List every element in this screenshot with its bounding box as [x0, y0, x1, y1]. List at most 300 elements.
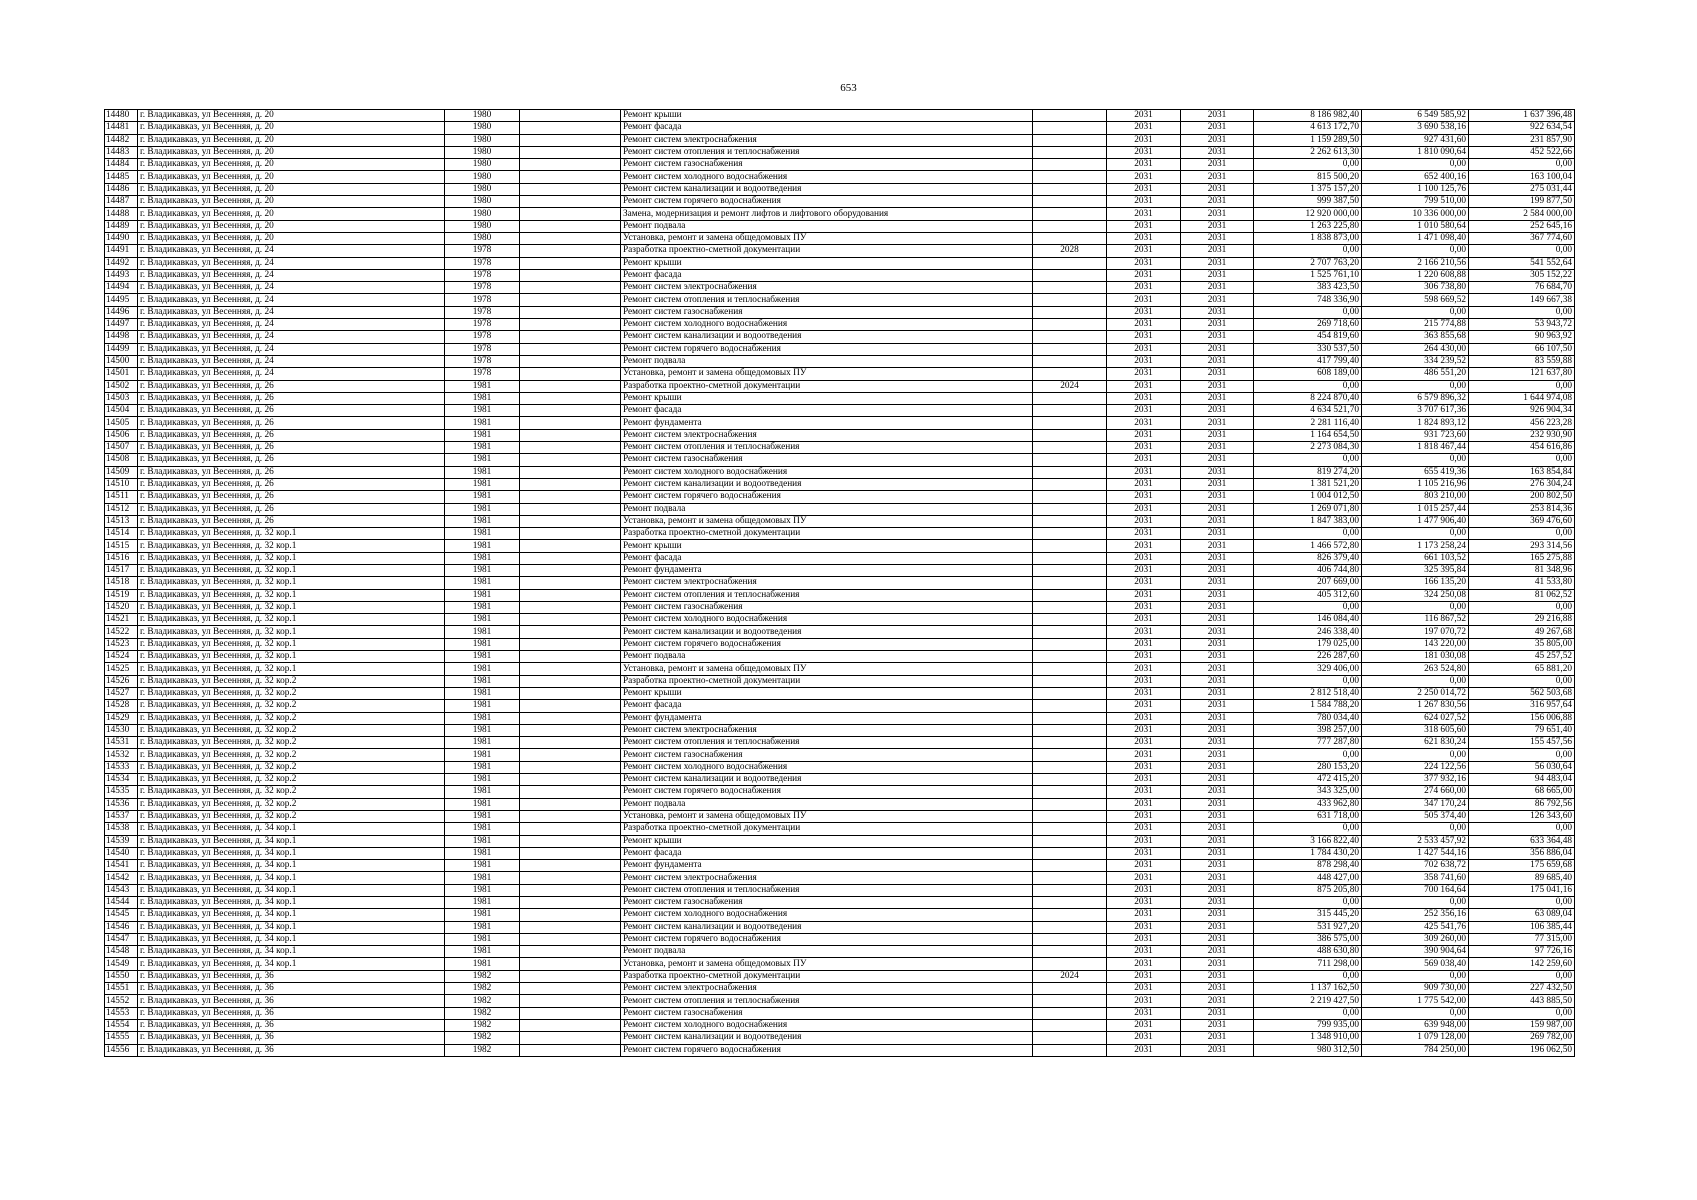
- total-cost-cell: 1 263 225,80: [1254, 220, 1362, 232]
- address-cell: г. Владикавказ, ул Весенняя, д. 32 кор.2: [138, 810, 445, 822]
- start-year-cell: 2031: [1107, 577, 1181, 589]
- start-year-cell: 2031: [1107, 343, 1181, 355]
- owner-cost-cell: 45 257,52: [1469, 651, 1575, 663]
- fund-cost-cell: 224 122,56: [1362, 761, 1469, 773]
- design-year-cell: [1033, 810, 1107, 822]
- total-cost-cell: 488 630,80: [1254, 946, 1362, 958]
- fund-cost-cell: 639 948,00: [1362, 1019, 1469, 1031]
- work-type-cell: Ремонт систем канализации и водоотведения: [621, 183, 1033, 195]
- design-year-cell: [1033, 220, 1107, 232]
- table-row: [105, 626, 1575, 638]
- empty-cell-cell: [520, 122, 621, 134]
- end-year-cell: 2031: [1181, 909, 1254, 921]
- total-cost-cell: 1 137 162,50: [1254, 983, 1362, 995]
- build-year-cell: 1978: [445, 306, 520, 318]
- row-number-cell: 14511: [105, 491, 138, 503]
- design-year-cell: [1033, 614, 1107, 626]
- row-number-cell: 14490: [105, 232, 138, 244]
- row-number-cell: 14512: [105, 503, 138, 515]
- end-year-cell: 2031: [1181, 159, 1254, 171]
- table-row: [105, 675, 1575, 687]
- total-cost-cell: 1 381 521,20: [1254, 478, 1362, 490]
- build-year-cell: 1981: [445, 491, 520, 503]
- fund-cost-cell: 0,00: [1362, 675, 1469, 687]
- table-row: [105, 577, 1575, 589]
- fund-cost-cell: 1 471 098,40: [1362, 232, 1469, 244]
- fund-cost-cell: 10 336 000,00: [1362, 208, 1469, 220]
- table-row: [105, 749, 1575, 761]
- end-year-cell: 2031: [1181, 946, 1254, 958]
- build-year-cell: 1981: [445, 749, 520, 761]
- end-year-cell: 2031: [1181, 823, 1254, 835]
- end-year-cell: 2031: [1181, 601, 1254, 613]
- fund-cost-cell: 486 551,20: [1362, 368, 1469, 380]
- start-year-cell: 2031: [1107, 503, 1181, 515]
- table-row: [105, 687, 1575, 699]
- end-year-cell: 2031: [1181, 392, 1254, 404]
- empty-cell-cell: [520, 552, 621, 564]
- start-year-cell: 2031: [1107, 294, 1181, 306]
- owner-cost-cell: 1 644 974,08: [1469, 392, 1575, 404]
- owner-cost-cell: 90 963,92: [1469, 331, 1575, 343]
- start-year-cell: 2031: [1107, 872, 1181, 884]
- table-row: [105, 921, 1575, 933]
- row-number-cell: 14521: [105, 614, 138, 626]
- capital-repair-table: [104, 109, 1575, 1057]
- row-number-cell: 14550: [105, 970, 138, 982]
- total-cost-cell: 1 584 788,20: [1254, 700, 1362, 712]
- work-type-cell: Ремонт систем холодного водоснабжения: [621, 761, 1033, 773]
- address-cell: г. Владикавказ, ул Весенняя, д. 24: [138, 331, 445, 343]
- end-year-cell: 2031: [1181, 860, 1254, 872]
- design-year-cell: [1033, 368, 1107, 380]
- table-row: [105, 405, 1575, 417]
- empty-cell-cell: [520, 601, 621, 613]
- total-cost-cell: 980 312,50: [1254, 1044, 1362, 1056]
- empty-cell-cell: [520, 282, 621, 294]
- total-cost-cell: 2 812 518,40: [1254, 687, 1362, 699]
- work-type-cell: Ремонт систем электроснабжения: [621, 282, 1033, 294]
- empty-cell-cell: [520, 909, 621, 921]
- work-type-cell: Ремонт систем канализации и водоотведения: [621, 626, 1033, 638]
- design-year-cell: [1033, 269, 1107, 281]
- row-number-cell: 14496: [105, 306, 138, 318]
- fund-cost-cell: 0,00: [1362, 823, 1469, 835]
- work-type-cell: Ремонт систем электроснабжения: [621, 134, 1033, 146]
- total-cost-cell: 2 219 427,50: [1254, 995, 1362, 1007]
- fund-cost-cell: 1 810 090,64: [1362, 146, 1469, 158]
- total-cost-cell: 1 375 157,20: [1254, 183, 1362, 195]
- design-year-cell: [1033, 749, 1107, 761]
- owner-cost-cell: 155 457,56: [1469, 737, 1575, 749]
- end-year-cell: 2031: [1181, 405, 1254, 417]
- fund-cost-cell: 197 070,72: [1362, 626, 1469, 638]
- address-cell: г. Владикавказ, ул Весенняя, д. 32 кор.1: [138, 638, 445, 650]
- table-row: [105, 774, 1575, 786]
- design-year-cell: [1033, 355, 1107, 367]
- address-cell: г. Владикавказ, ул Весенняя, д. 26: [138, 466, 445, 478]
- work-type-cell: Установка, ремонт и замена общедомовых ПУ: [621, 810, 1033, 822]
- work-type-cell: Ремонт систем канализации и водоотведения: [621, 921, 1033, 933]
- build-year-cell: 1981: [445, 564, 520, 576]
- address-cell: г. Владикавказ, ул Весенняя, д. 24: [138, 319, 445, 331]
- table-row: [105, 183, 1575, 195]
- row-number-cell: 14495: [105, 294, 138, 306]
- start-year-cell: 2031: [1107, 368, 1181, 380]
- address-cell: г. Владикавказ, ул Весенняя, д. 32 кор.1: [138, 564, 445, 576]
- work-type-cell: Ремонт крыши: [621, 257, 1033, 269]
- design-year-cell: [1033, 552, 1107, 564]
- owner-cost-cell: 275 031,44: [1469, 183, 1575, 195]
- work-type-cell: Ремонт систем электроснабжения: [621, 577, 1033, 589]
- start-year-cell: 2031: [1107, 122, 1181, 134]
- empty-cell-cell: [520, 835, 621, 847]
- start-year-cell: 2031: [1107, 282, 1181, 294]
- table-row: [105, 368, 1575, 380]
- work-type-cell: Ремонт систем газоснабжения: [621, 601, 1033, 613]
- fund-cost-cell: 799 510,00: [1362, 196, 1469, 208]
- row-number-cell: 14522: [105, 626, 138, 638]
- table-row: [105, 208, 1575, 220]
- build-year-cell: 1980: [445, 122, 520, 134]
- start-year-cell: 2031: [1107, 405, 1181, 417]
- end-year-cell: 2031: [1181, 528, 1254, 540]
- address-cell: г. Владикавказ, ул Весенняя, д. 36: [138, 970, 445, 982]
- design-year-cell: [1033, 663, 1107, 675]
- owner-cost-cell: 65 881,20: [1469, 663, 1575, 675]
- build-year-cell: 1981: [445, 528, 520, 540]
- total-cost-cell: 386 575,00: [1254, 933, 1362, 945]
- empty-cell-cell: [520, 232, 621, 244]
- owner-cost-cell: 0,00: [1469, 601, 1575, 613]
- row-number-cell: 14555: [105, 1032, 138, 1044]
- design-year-cell: [1033, 454, 1107, 466]
- address-cell: г. Владикавказ, ул Весенняя, д. 36: [138, 1007, 445, 1019]
- work-type-cell: Ремонт систем горячего водоснабжения: [621, 786, 1033, 798]
- design-year-cell: [1033, 884, 1107, 896]
- address-cell: г. Владикавказ, ул Весенняя, д. 36: [138, 995, 445, 1007]
- end-year-cell: 2031: [1181, 564, 1254, 576]
- work-type-cell: Ремонт фасада: [621, 405, 1033, 417]
- work-type-cell: Ремонт систем отопления и теплоснабжения: [621, 589, 1033, 601]
- end-year-cell: 2031: [1181, 331, 1254, 343]
- start-year-cell: 2031: [1107, 860, 1181, 872]
- table-row: [105, 810, 1575, 822]
- empty-cell-cell: [520, 847, 621, 859]
- end-year-cell: 2031: [1181, 429, 1254, 441]
- row-number-cell: 14542: [105, 872, 138, 884]
- empty-cell-cell: [520, 651, 621, 663]
- table-row: [105, 220, 1575, 232]
- total-cost-cell: 1 838 873,00: [1254, 232, 1362, 244]
- work-type-cell: Ремонт систем холодного водоснабжения: [621, 1019, 1033, 1031]
- empty-cell-cell: [520, 269, 621, 281]
- empty-cell-cell: [520, 355, 621, 367]
- total-cost-cell: 826 379,40: [1254, 552, 1362, 564]
- address-cell: г. Владикавказ, ул Весенняя, д. 20: [138, 220, 445, 232]
- work-type-cell: Ремонт фасада: [621, 847, 1033, 859]
- owner-cost-cell: 231 857,90: [1469, 134, 1575, 146]
- table-row: [105, 823, 1575, 835]
- empty-cell-cell: [520, 614, 621, 626]
- build-year-cell: 1981: [445, 417, 520, 429]
- table-row: [105, 417, 1575, 429]
- table-row: [105, 159, 1575, 171]
- end-year-cell: 2031: [1181, 970, 1254, 982]
- total-cost-cell: 0,00: [1254, 675, 1362, 687]
- row-number-cell: 14492: [105, 257, 138, 269]
- table-row: [105, 970, 1575, 982]
- design-year-cell: 2024: [1033, 380, 1107, 392]
- build-year-cell: 1981: [445, 835, 520, 847]
- start-year-cell: 2031: [1107, 1007, 1181, 1019]
- start-year-cell: 2031: [1107, 208, 1181, 220]
- start-year-cell: 2031: [1107, 700, 1181, 712]
- design-year-cell: [1033, 737, 1107, 749]
- empty-cell-cell: [520, 724, 621, 736]
- address-cell: г. Владикавказ, ул Весенняя, д. 24: [138, 257, 445, 269]
- owner-cost-cell: 922 634,54: [1469, 122, 1575, 134]
- total-cost-cell: 343 325,00: [1254, 786, 1362, 798]
- total-cost-cell: 329 406,00: [1254, 663, 1362, 675]
- table-row: [105, 319, 1575, 331]
- address-cell: г. Владикавказ, ул Весенняя, д. 20: [138, 146, 445, 158]
- owner-cost-cell: 0,00: [1469, 970, 1575, 982]
- start-year-cell: 2031: [1107, 183, 1181, 195]
- owner-cost-cell: 2 584 000,00: [1469, 208, 1575, 220]
- build-year-cell: 1981: [445, 466, 520, 478]
- start-year-cell: 2031: [1107, 651, 1181, 663]
- fund-cost-cell: 1 105 216,96: [1362, 478, 1469, 490]
- start-year-cell: 2031: [1107, 897, 1181, 909]
- start-year-cell: 2031: [1107, 946, 1181, 958]
- work-type-cell: Установка, ремонт и замена общедомовых ПУ: [621, 958, 1033, 970]
- empty-cell-cell: [520, 564, 621, 576]
- empty-cell-cell: [520, 134, 621, 146]
- total-cost-cell: 4 634 521,70: [1254, 405, 1362, 417]
- table-row: [105, 146, 1575, 158]
- total-cost-cell: 0,00: [1254, 245, 1362, 257]
- end-year-cell: 2031: [1181, 306, 1254, 318]
- owner-cost-cell: 165 275,88: [1469, 552, 1575, 564]
- design-year-cell: [1033, 638, 1107, 650]
- fund-cost-cell: 1 824 893,12: [1362, 417, 1469, 429]
- owner-cost-cell: 79 651,40: [1469, 724, 1575, 736]
- fund-cost-cell: 652 400,16: [1362, 171, 1469, 183]
- empty-cell-cell: [520, 171, 621, 183]
- end-year-cell: 2031: [1181, 712, 1254, 724]
- work-type-cell: Ремонт систем газоснабжения: [621, 897, 1033, 909]
- start-year-cell: 2031: [1107, 626, 1181, 638]
- table-row: [105, 663, 1575, 675]
- build-year-cell: 1981: [445, 897, 520, 909]
- table-row: [105, 786, 1575, 798]
- design-year-cell: [1033, 306, 1107, 318]
- build-year-cell: 1978: [445, 319, 520, 331]
- table-row: [105, 134, 1575, 146]
- row-number-cell: 14505: [105, 417, 138, 429]
- table-row: [105, 331, 1575, 343]
- address-cell: г. Владикавказ, ул Весенняя, д. 36: [138, 983, 445, 995]
- address-cell: г. Владикавказ, ул Весенняя, д. 34 кор.1: [138, 933, 445, 945]
- design-year-cell: [1033, 417, 1107, 429]
- total-cost-cell: 454 819,60: [1254, 331, 1362, 343]
- total-cost-cell: 1 004 012,50: [1254, 491, 1362, 503]
- design-year-cell: [1033, 823, 1107, 835]
- work-type-cell: Разработка проектно-сметной документации: [621, 823, 1033, 835]
- end-year-cell: 2031: [1181, 700, 1254, 712]
- build-year-cell: 1981: [445, 687, 520, 699]
- owner-cost-cell: 0,00: [1469, 245, 1575, 257]
- work-type-cell: Ремонт фундамента: [621, 564, 1033, 576]
- owner-cost-cell: 175 041,16: [1469, 884, 1575, 896]
- build-year-cell: 1981: [445, 392, 520, 404]
- fund-cost-cell: 702 638,72: [1362, 860, 1469, 872]
- address-cell: г. Владикавказ, ул Весенняя, д. 20: [138, 134, 445, 146]
- fund-cost-cell: 1 100 125,76: [1362, 183, 1469, 195]
- fund-cost-cell: 2 250 014,72: [1362, 687, 1469, 699]
- table-row: [105, 589, 1575, 601]
- empty-cell-cell: [520, 786, 621, 798]
- design-year-cell: [1033, 1044, 1107, 1056]
- empty-cell-cell: [520, 208, 621, 220]
- start-year-cell: 2031: [1107, 835, 1181, 847]
- work-type-cell: Ремонт систем канализации и водоотведения: [621, 1032, 1033, 1044]
- address-cell: г. Владикавказ, ул Весенняя, д. 34 кор.1: [138, 823, 445, 835]
- empty-cell-cell: [520, 540, 621, 552]
- build-year-cell: 1981: [445, 380, 520, 392]
- address-cell: г. Владикавказ, ул Весенняя, д. 34 кор.1: [138, 847, 445, 859]
- fund-cost-cell: 181 030,08: [1362, 651, 1469, 663]
- fund-cost-cell: 0,00: [1362, 601, 1469, 613]
- total-cost-cell: 1 159 289,50: [1254, 134, 1362, 146]
- design-year-cell: [1033, 319, 1107, 331]
- table-row: [105, 171, 1575, 183]
- fund-cost-cell: 0,00: [1362, 306, 1469, 318]
- total-cost-cell: 1 784 430,20: [1254, 847, 1362, 859]
- address-cell: г. Владикавказ, ул Весенняя, д. 34 кор.1: [138, 884, 445, 896]
- empty-cell-cell: [520, 712, 621, 724]
- table-row: [105, 564, 1575, 576]
- row-number-cell: 14517: [105, 564, 138, 576]
- empty-cell-cell: [520, 687, 621, 699]
- end-year-cell: 2031: [1181, 171, 1254, 183]
- design-year-cell: [1033, 491, 1107, 503]
- build-year-cell: 1981: [445, 515, 520, 527]
- row-number-cell: 14482: [105, 134, 138, 146]
- owner-cost-cell: 0,00: [1469, 897, 1575, 909]
- start-year-cell: 2031: [1107, 737, 1181, 749]
- start-year-cell: 2031: [1107, 847, 1181, 859]
- end-year-cell: 2031: [1181, 737, 1254, 749]
- row-number-cell: 14528: [105, 700, 138, 712]
- empty-cell-cell: [520, 897, 621, 909]
- design-year-cell: [1033, 540, 1107, 552]
- total-cost-cell: 405 312,60: [1254, 589, 1362, 601]
- work-type-cell: Ремонт систем горячего водоснабжения: [621, 491, 1033, 503]
- design-year-cell: [1033, 294, 1107, 306]
- owner-cost-cell: 142 259,60: [1469, 958, 1575, 970]
- design-year-cell: [1033, 183, 1107, 195]
- total-cost-cell: 269 718,60: [1254, 319, 1362, 331]
- start-year-cell: 2031: [1107, 749, 1181, 761]
- build-year-cell: 1981: [445, 663, 520, 675]
- end-year-cell: 2031: [1181, 1019, 1254, 1031]
- start-year-cell: 2031: [1107, 306, 1181, 318]
- fund-cost-cell: 569 038,40: [1362, 958, 1469, 970]
- empty-cell-cell: [520, 417, 621, 429]
- work-type-cell: Ремонт систем электроснабжения: [621, 429, 1033, 441]
- design-year-cell: [1033, 983, 1107, 995]
- address-cell: г. Владикавказ, ул Весенняя, д. 26: [138, 417, 445, 429]
- build-year-cell: 1981: [445, 675, 520, 687]
- end-year-cell: 2031: [1181, 933, 1254, 945]
- row-number-cell: 14533: [105, 761, 138, 773]
- fund-cost-cell: 0,00: [1362, 454, 1469, 466]
- owner-cost-cell: 232 930,90: [1469, 429, 1575, 441]
- build-year-cell: 1980: [445, 208, 520, 220]
- build-year-cell: 1978: [445, 282, 520, 294]
- start-year-cell: 2031: [1107, 1044, 1181, 1056]
- address-cell: г. Владикавказ, ул Весенняя, д. 32 кор.1: [138, 601, 445, 613]
- fund-cost-cell: 700 164,64: [1362, 884, 1469, 896]
- address-cell: г. Владикавказ, ул Весенняя, д. 32 кор.1: [138, 577, 445, 589]
- design-year-cell: [1033, 515, 1107, 527]
- table-row: [105, 601, 1575, 613]
- row-number-cell: 14502: [105, 380, 138, 392]
- owner-cost-cell: 633 364,48: [1469, 835, 1575, 847]
- design-year-cell: [1033, 798, 1107, 810]
- design-year-cell: [1033, 700, 1107, 712]
- start-year-cell: 2031: [1107, 159, 1181, 171]
- design-year-cell: [1033, 466, 1107, 478]
- design-year-cell: [1033, 724, 1107, 736]
- owner-cost-cell: 53 943,72: [1469, 319, 1575, 331]
- total-cost-cell: 8 224 870,40: [1254, 392, 1362, 404]
- fund-cost-cell: 2 533 457,92: [1362, 835, 1469, 847]
- fund-cost-cell: 784 250,00: [1362, 1044, 1469, 1056]
- row-number-cell: 14554: [105, 1019, 138, 1031]
- fund-cost-cell: 215 774,88: [1362, 319, 1469, 331]
- end-year-cell: 2031: [1181, 749, 1254, 761]
- total-cost-cell: 383 423,50: [1254, 282, 1362, 294]
- end-year-cell: 2031: [1181, 810, 1254, 822]
- owner-cost-cell: 121 637,80: [1469, 368, 1575, 380]
- owner-cost-cell: 0,00: [1469, 306, 1575, 318]
- design-year-cell: [1033, 110, 1107, 122]
- owner-cost-cell: 0,00: [1469, 380, 1575, 392]
- total-cost-cell: 8 186 982,40: [1254, 110, 1362, 122]
- owner-cost-cell: 63 089,04: [1469, 909, 1575, 921]
- build-year-cell: 1981: [445, 552, 520, 564]
- end-year-cell: 2031: [1181, 417, 1254, 429]
- work-type-cell: Ремонт систем горячего водоснабжения: [621, 343, 1033, 355]
- empty-cell-cell: [520, 823, 621, 835]
- address-cell: г. Владикавказ, ул Весенняя, д. 32 кор.2: [138, 798, 445, 810]
- table-row: [105, 343, 1575, 355]
- empty-cell-cell: [520, 1044, 621, 1056]
- address-cell: г. Владикавказ, ул Весенняя, д. 26: [138, 380, 445, 392]
- build-year-cell: 1981: [445, 614, 520, 626]
- build-year-cell: 1980: [445, 146, 520, 158]
- owner-cost-cell: 56 030,64: [1469, 761, 1575, 773]
- row-number-cell: 14539: [105, 835, 138, 847]
- design-year-cell: [1033, 405, 1107, 417]
- fund-cost-cell: 1 010 580,64: [1362, 220, 1469, 232]
- row-number-cell: 14481: [105, 122, 138, 134]
- work-type-cell: Ремонт систем канализации и водоотведения: [621, 478, 1033, 490]
- start-year-cell: 2031: [1107, 392, 1181, 404]
